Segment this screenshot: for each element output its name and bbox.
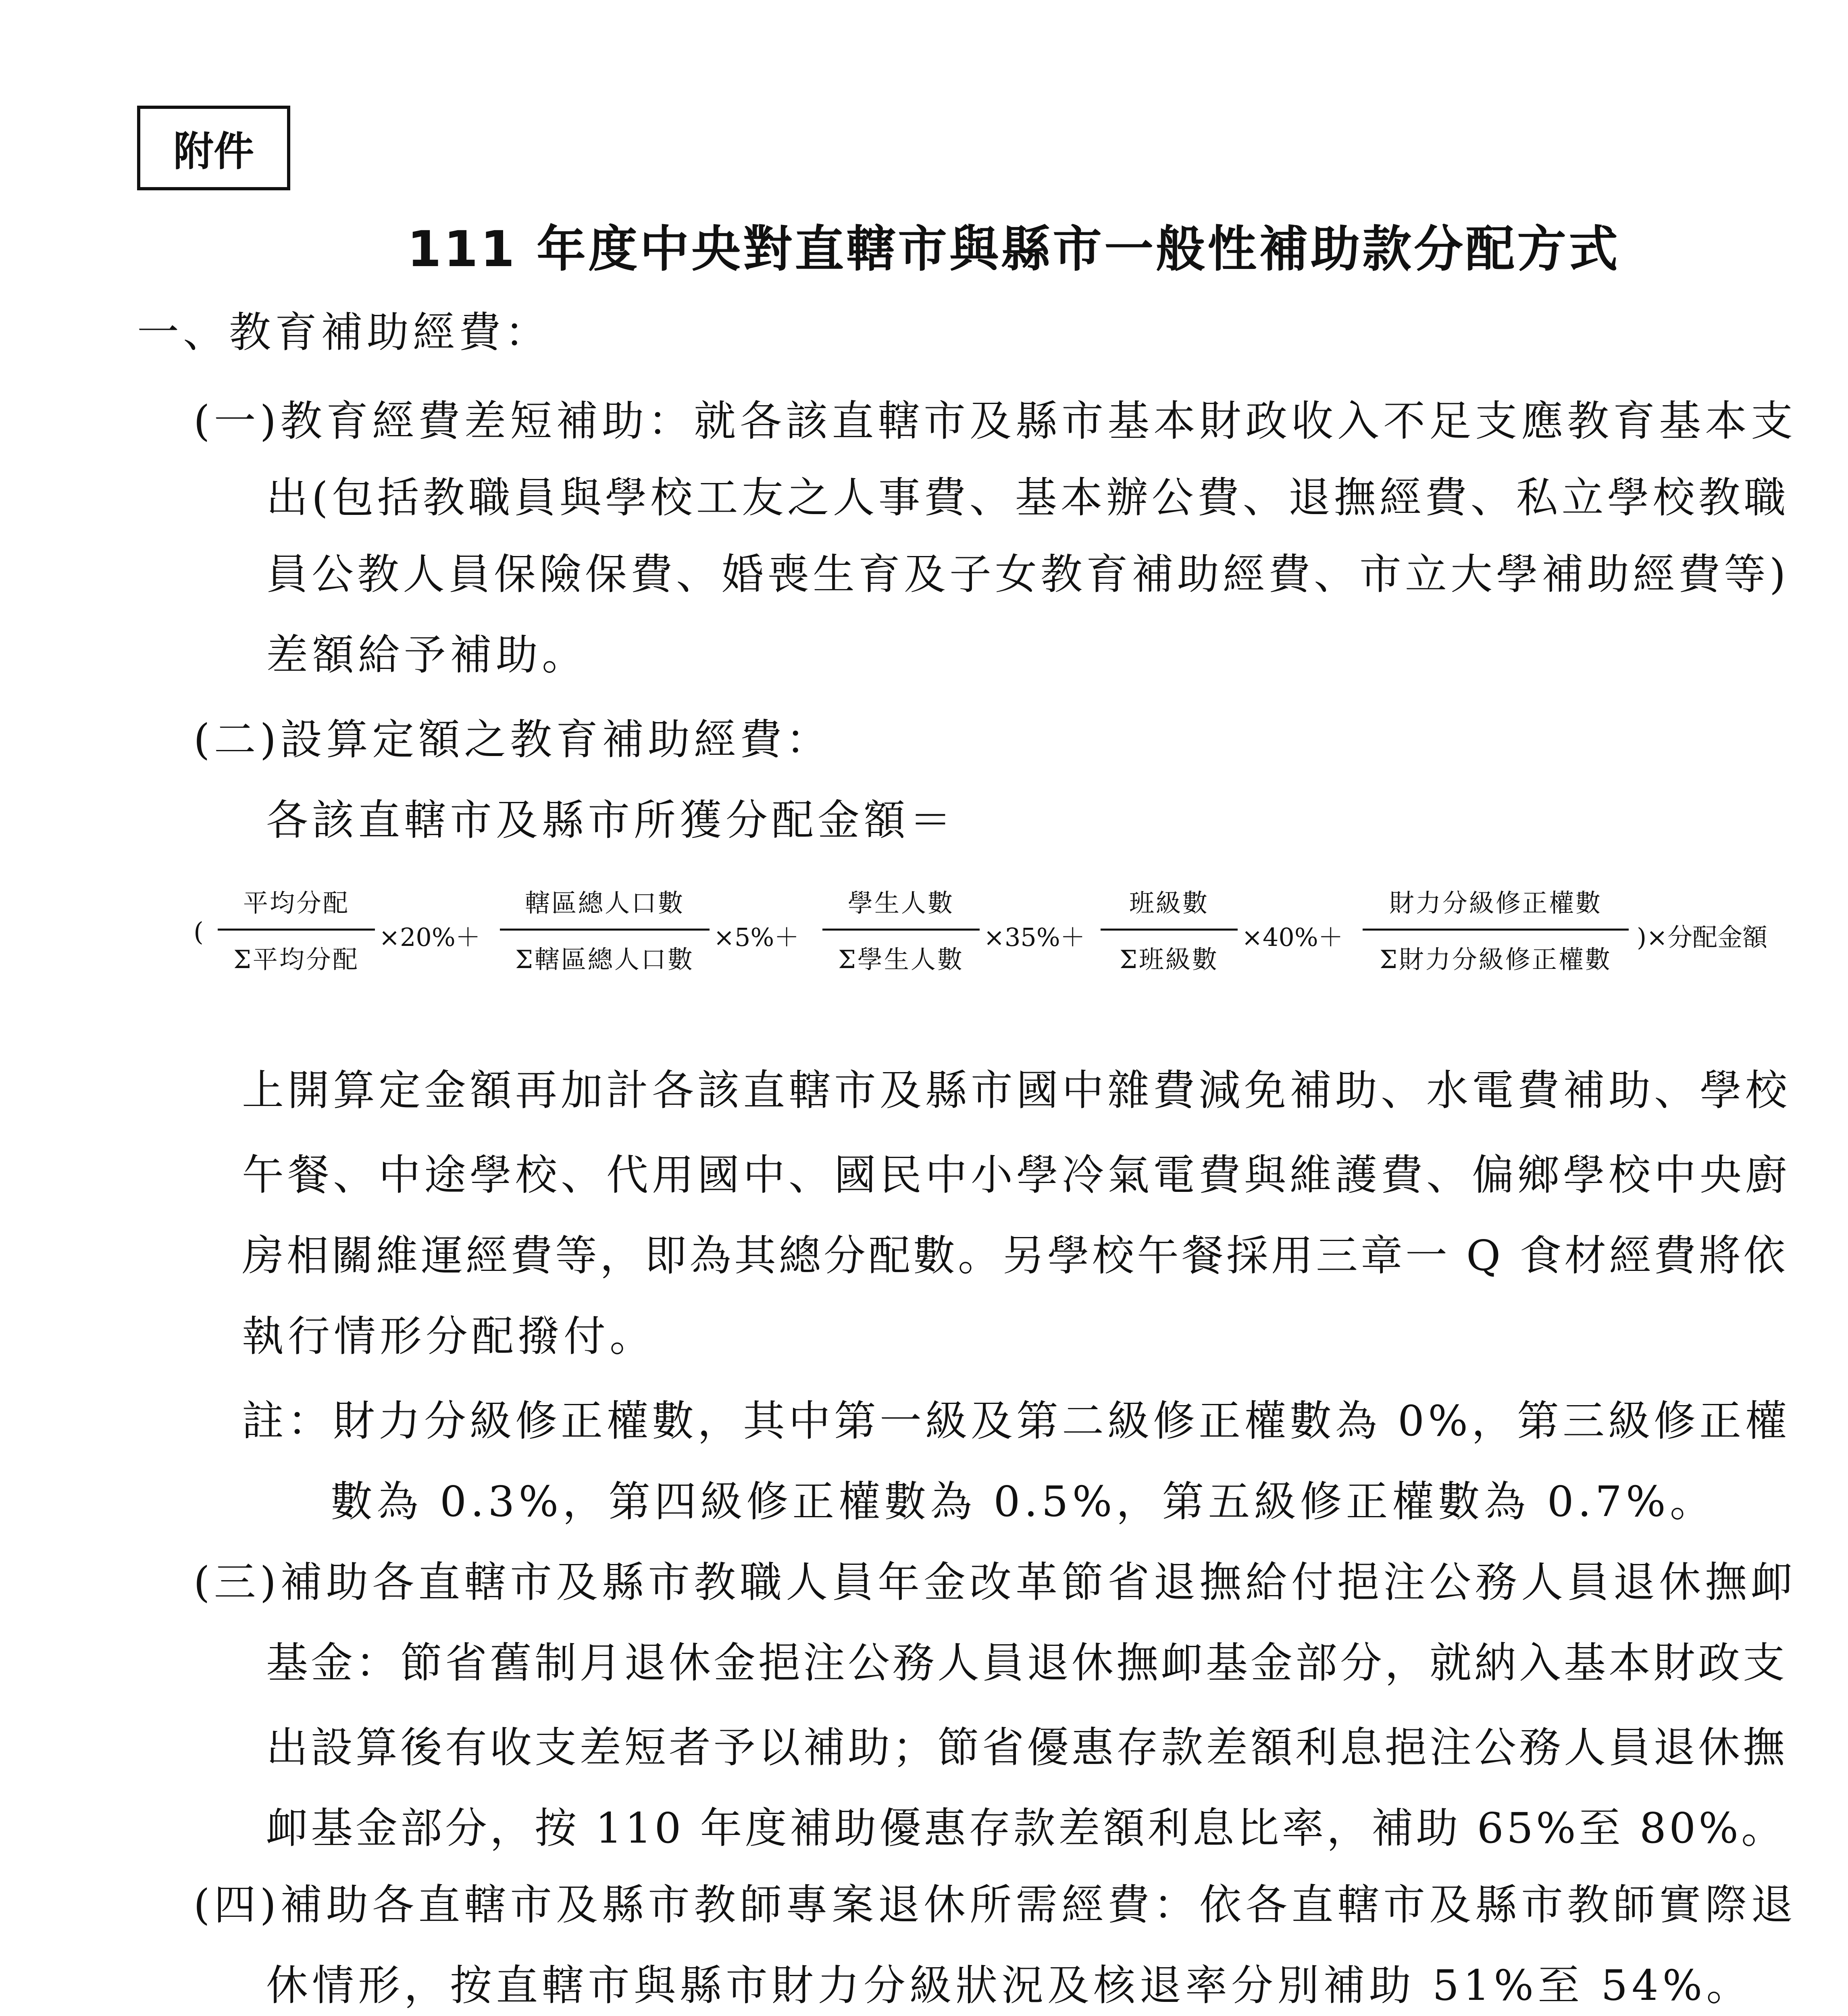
fraction-bar [822,929,980,931]
formula-term-fiscal-weight [1363,883,1629,975]
s1-item3-line1: (三)補助各直轄市及縣市教職人員年金改革節省退撫給付挹注公務人員退休撫卹 [194,1558,1797,1607]
formula-term-students [822,883,980,975]
formula-term-classes-weight: ×40%＋ [1242,923,1343,952]
s1-item1-line3: 員公教人員保險保費、婚喪生育及子女教育補助經費、市立大學補助經費等) [266,550,1790,599]
formula-term-students-denominator: Σ學生人數 [838,945,964,974]
formula-term-classes [1101,883,1238,975]
fraction-bar [1363,929,1629,931]
s1-item2-after-line2: 午餐、中途學校、代用國中、國民中小學冷氣電費與維護費、偏鄉學校中央廚 [242,1150,1791,1200]
s1-item1-line4: 差額給予補助。 [266,630,588,679]
formula-term-students-numerator: 學生人數 [847,888,954,918]
s1-item1-line1: (一)教育經費差短補助：就各該直轄市及縣市基本財政收入不足支應教育基本支 [194,396,1797,446]
s1-item2-note-line1: 註：財力分級修正權數，其中第一級及第二級修正權數為 0%，第三級修正權 [242,1396,1791,1445]
formula-term-fiscal-weight-suffix: )×分配金額 [1637,923,1768,952]
formula-term-population-numerator: 轄區總人口數 [524,888,685,918]
s1-item2-after-line4: 執行情形分配撥付。 [242,1312,656,1361]
formula-open-paren: ( [194,917,204,947]
fraction-bar [500,929,710,931]
attachment-label-box [137,106,290,190]
formula-term-classes-denominator: Σ班級數 [1120,945,1219,974]
formula-term-classes-numerator: 班級數 [1129,888,1209,918]
s1-item4-line2: 休情形，按直轄市與縣市財力分級狀況及核退率分別補助 51%至 54%。 [266,1961,1752,2010]
s1-item3-line4: 卹基金部分，按 110 年度補助優惠存款差額利息比率，補助 65%至 80%。 [266,1804,1786,1853]
formula-term-average-weight: ×20%＋ [379,923,481,952]
formula-term-average-denominator: Σ平均分配 [233,945,359,974]
formula-term-average-numerator: 平均分配 [243,888,350,918]
section1-heading: 一、教育補助經費： [137,308,551,357]
attachment-label: 附件 [173,128,254,175]
formula-term-students-weight: ×35%＋ [984,923,1085,952]
s1-item2-heading: (二)設算定額之教育補助經費： [194,715,832,764]
fraction-bar [1101,929,1238,931]
formula-term-population-weight: ×5%＋ [714,923,799,952]
formula-term-population [500,883,710,975]
s1-item1-line2: 出(包括教職員與學校工友之人事費、基本辦公費、退撫經費、私立學校教職 [266,473,1790,522]
s1-item4-line1: (四)補助各直轄市及縣市教師專案退休所需經費：依各直轄市及縣市教師實際退 [194,1880,1797,1929]
formula-intro: 各該直轄市及縣市所獲分配金額＝ [266,796,956,845]
s1-item2-after-line1: 上開算定金額再加計各該直轄市及縣市國中雜費減免補助、水電費補助、學校 [242,1066,1791,1115]
s1-item3-line2: 基金：節省舊制月退休金挹注公務人員退休撫卹基金部分，就納入基本財政支 [266,1638,1788,1687]
formula-term-fiscal-weight-numerator: 財力分級修正權數 [1389,888,1602,918]
fraction-bar [218,929,375,931]
formula-term-average [218,883,375,975]
document-title: 111 年度中央對直轄市與縣市一般性補助款分配方式 [407,221,1621,278]
formula-term-population-denominator: Σ轄區總人口數 [515,945,694,974]
formula-term-fiscal-weight-denominator: Σ財力分級修正權數 [1380,945,1612,974]
s1-item2-after-line3: 房相關維運經費等，即為其總分配數。另學校午餐採用三章一 Q 食材經費將依 [242,1231,1788,1280]
s1-item2-note-line2: 數為 0.3%，第四級修正權數為 0.5%，第五級修正權數為 0.7%。 [331,1477,1716,1526]
s1-item3-line3: 出設算後有收支差短者予以補助；節省優惠存款差額利息挹注公務人員退休撫 [266,1723,1788,1772]
